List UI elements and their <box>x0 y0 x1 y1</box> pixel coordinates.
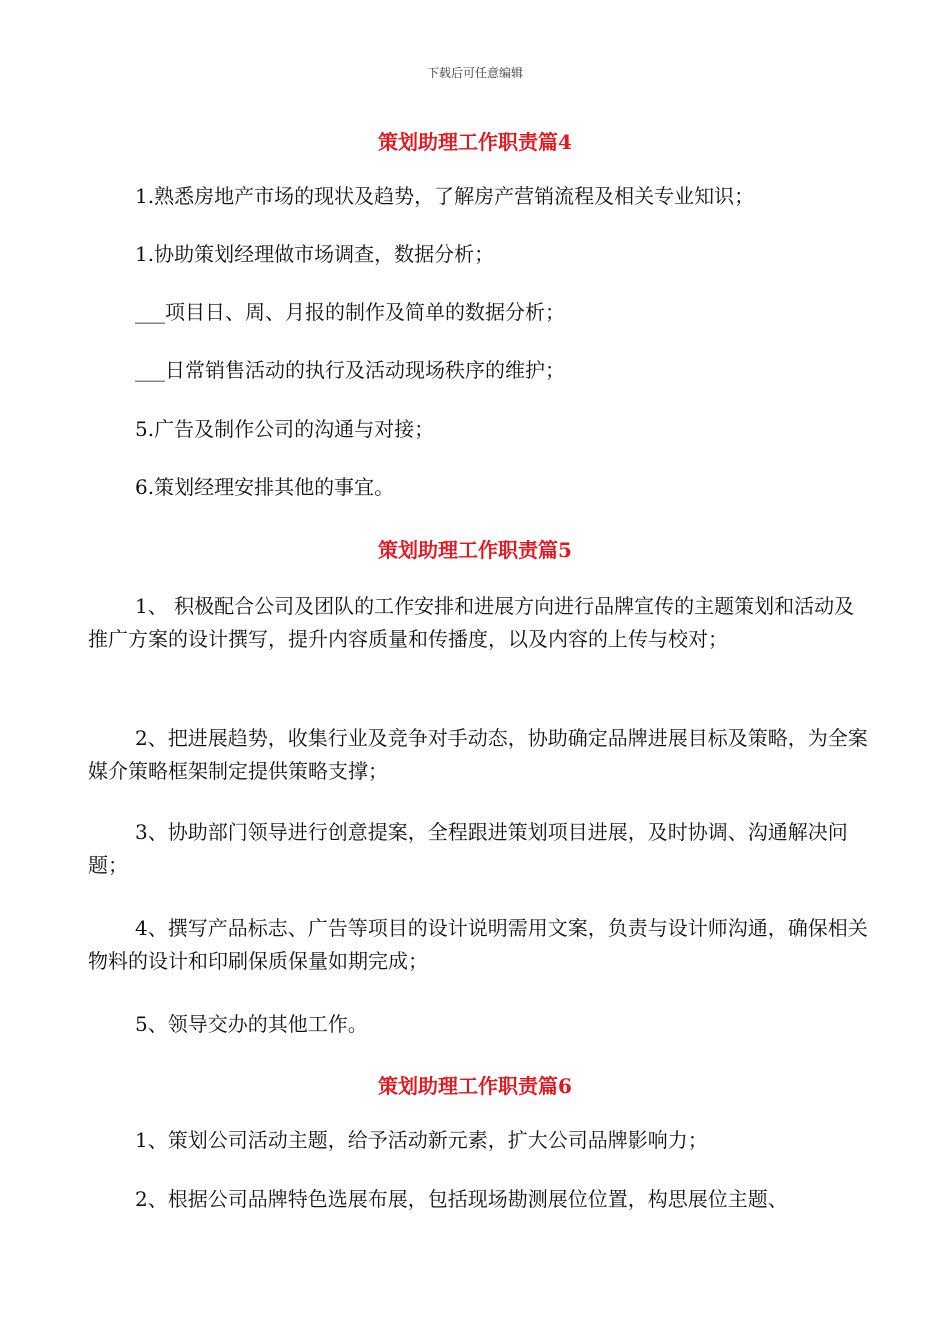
section-4-item-5: 5.广告及制作公司的沟通与对接； <box>135 417 435 441</box>
section-4-item-2: 1.协助策划经理做市场调查，数据分析； <box>135 242 495 266</box>
section-6-item-2: 2、根据公司品牌特色选展布展，包括现场勘测展位位置，构思展位主题、 <box>135 1187 788 1211</box>
section-4-item-4: ___日常销售活动的执行及活动现场秩序的维护； <box>135 358 565 382</box>
section-5-item-2: 2、把进展趋势，收集行业及竞争对手动态，协助确定品牌进展目标及策略，为全案媒介策略框架制定提供策略支撑； <box>88 726 868 783</box>
section-5-item-4: 4、撰写产品标志、广告等项目的设计说明需用文案，负责与设计师沟通，确保相关物料的设计和印刷保质保量如期完成； <box>88 916 868 973</box>
section-title-5: 策划助理工作职责篇5 <box>378 538 572 562</box>
section-4-item-6: 6.策划经理安排其他的事宜。 <box>135 475 395 499</box>
section-5-item-3: 3、协助部门领导进行创意提案，全程跟进策划项目进展，及时协调、沟通解决问题； <box>88 820 848 877</box>
section-4-item-3: ___项目日、周、月报的制作及简单的数据分析； <box>135 300 565 324</box>
section-5-item-1: 1、 积极配合公司及团队的工作安排和进展方向进行品牌宣传的主题策划和活动及推广方案的设计撰写，提升内容质量和传播度，以及内容的上传与校对； <box>88 594 855 651</box>
page-header-note: 下载后可任意编辑 <box>426 66 523 80</box>
section-title-6: 策划助理工作职责篇6 <box>378 1074 572 1098</box>
section-6-item-1: 1、策划公司活动主题，给予活动新元素，扩大公司品牌影响力； <box>135 1128 708 1152</box>
section-5-item-5: 5、领导交办的其他工作。 <box>135 1012 368 1036</box>
section-title-4: 策划助理工作职责篇4 <box>378 130 572 154</box>
section-4-item-1: 1.熟悉房地产市场的现状及趋势，了解房产营销流程及相关专业知识； <box>135 184 755 208</box>
